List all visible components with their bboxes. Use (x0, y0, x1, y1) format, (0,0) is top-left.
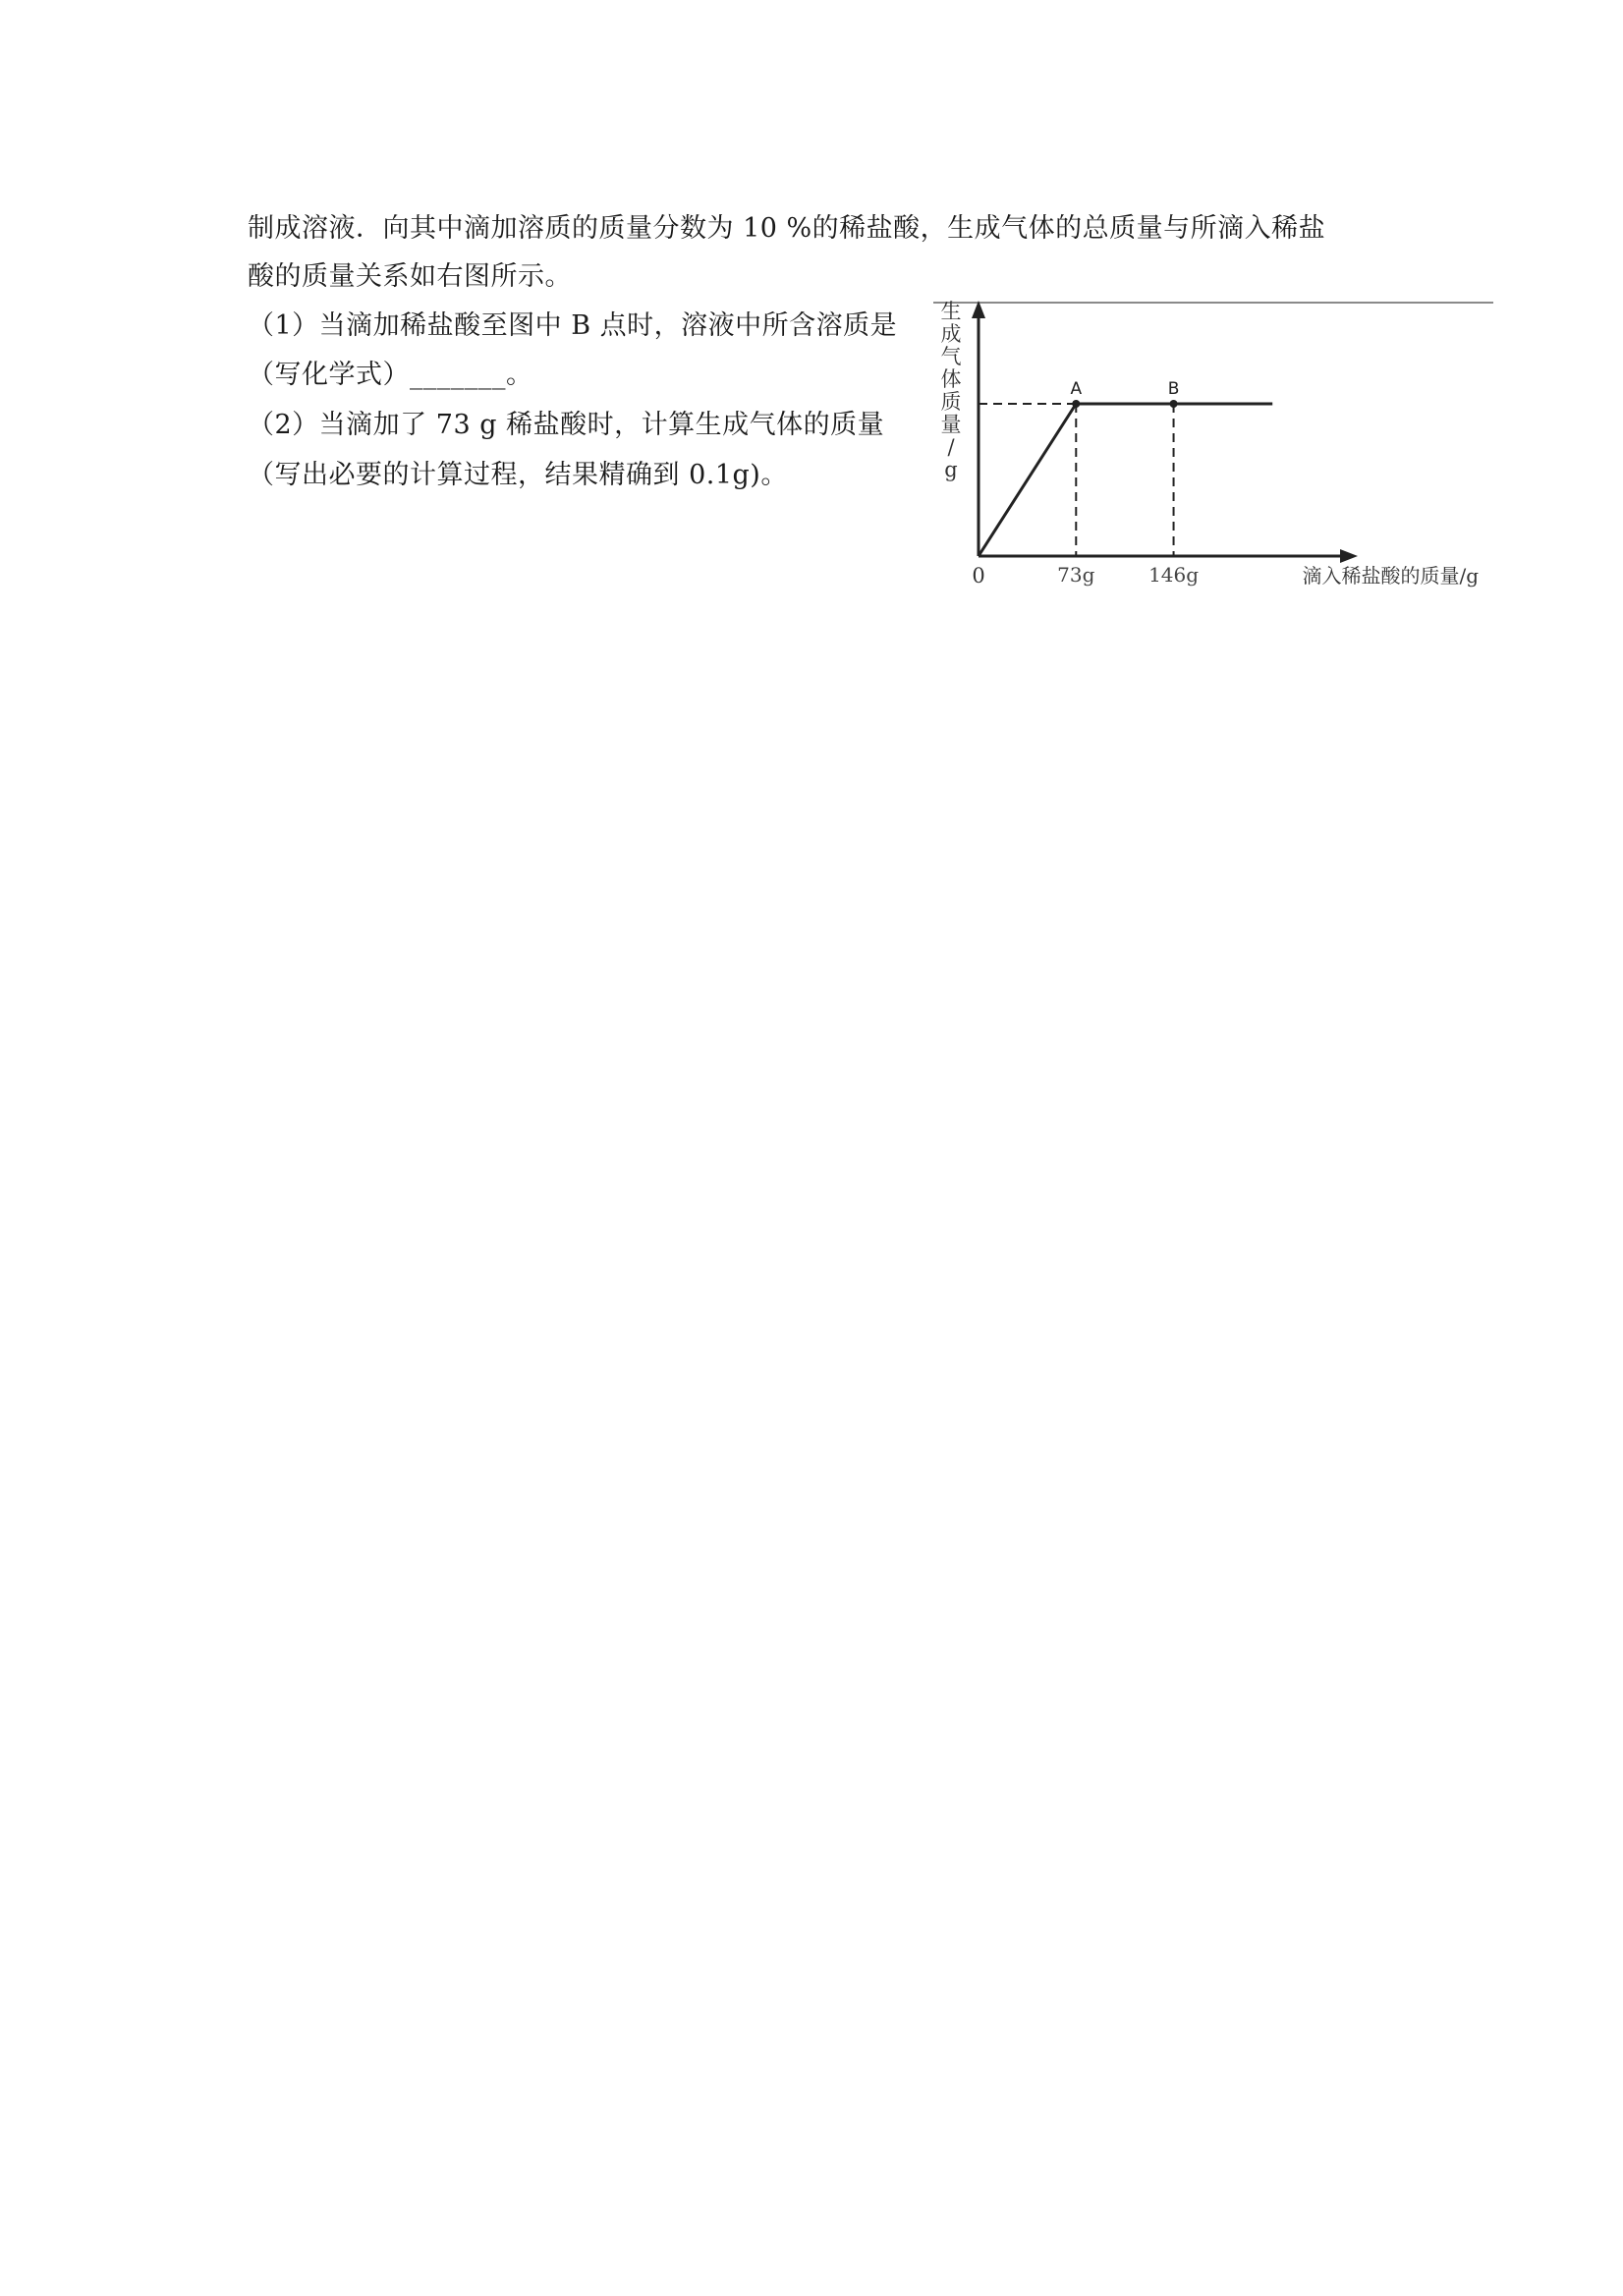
point-label-B: B (1167, 379, 1180, 399)
chart-svg (933, 291, 1493, 595)
point-B (1170, 400, 1178, 408)
question-2-line-1: （2）当滴加了 73 g 稀盐酸时，计算生成气体的质量 (248, 410, 885, 440)
origin-label: 0 (972, 564, 985, 588)
y-axis-arrow (972, 301, 985, 318)
x-axis-arrow (1340, 549, 1358, 563)
x-tick-label-1: 73g (1057, 563, 1095, 587)
point-label-A: A (1070, 379, 1083, 399)
question-1-line-2: （写化学式）_______。 (248, 360, 533, 390)
gas-mass-chart (933, 291, 1493, 595)
question-2-line-2: （写出必要的计算过程，结果精确到 0.1g)。 (248, 460, 788, 490)
problem-text-line-1: 制成溶液．向其中滴加溶质的质量分数为 10 %的稀盐酸，生成气体的总质量与所滴入稀盐 (248, 213, 1326, 244)
problem-text-line-2: 酸的质量关系如右图所示。 (248, 261, 572, 292)
y-axis-label: 生成气体质量/ g (940, 300, 962, 481)
x-tick-label-2: 146g (1148, 563, 1200, 587)
question-1-line-1: （1）当滴加稀盐酸至图中 B 点时，溶液中所含溶质是 (248, 310, 898, 341)
point-A (1072, 400, 1080, 408)
x-axis-label: 滴入稀盐酸的质量/g (1302, 564, 1479, 588)
series-line-rising (979, 404, 1076, 556)
